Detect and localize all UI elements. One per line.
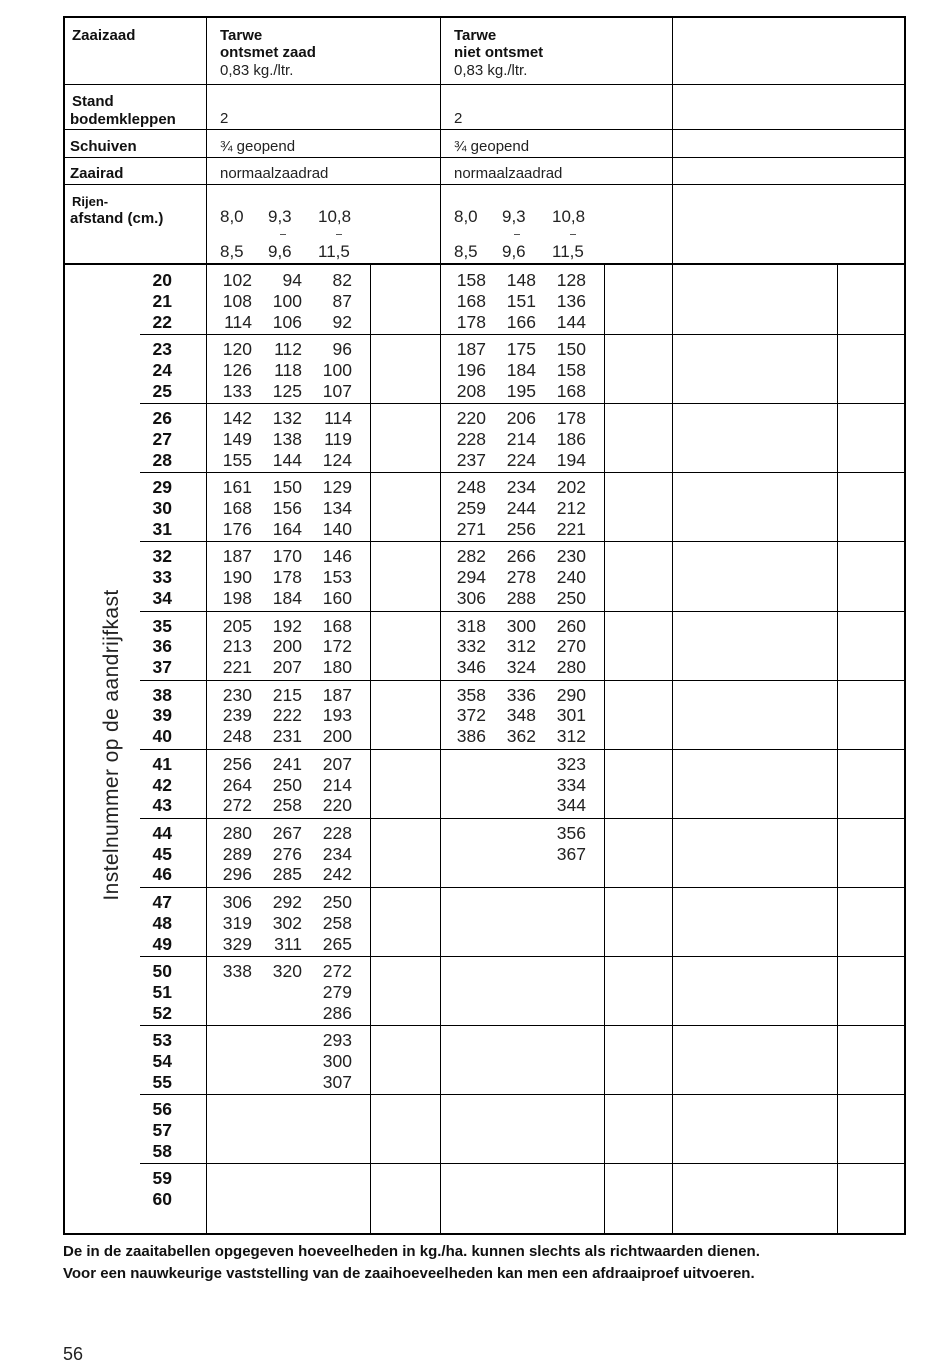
col1-rate-cell: 125: [272, 380, 302, 401]
col2-rate-cell: 228: [456, 429, 486, 449]
setting-number: 60: [152, 1189, 172, 1210]
setting-number: 55: [152, 1071, 172, 1092]
col2-rate-cell: 312: [556, 726, 586, 747]
col1-rate-cell: 292: [272, 891, 302, 912]
col2-rate-cell: 208: [456, 380, 486, 401]
col1-rate-cell: 129: [322, 477, 352, 498]
col1-rate-cell: 184: [272, 588, 302, 608]
col1-rate-cell: 150: [272, 477, 302, 498]
col1-rate-cell: 207: [272, 657, 302, 678]
col1-rate-cell: 248: [222, 726, 252, 747]
col2-rate-cell: 178: [456, 311, 486, 332]
setting-number: 26: [152, 408, 172, 429]
setting-number: 49: [152, 933, 172, 954]
col1-afstand-dash-2: [280, 234, 286, 235]
col1-rate-cell: 221: [222, 657, 252, 678]
col2-rate-cell: 128: [556, 270, 586, 290]
col2-afstand-bottom-3: 11,5: [552, 242, 584, 261]
stand-label-1: Stand: [72, 93, 114, 110]
col2-rate-cell: 323: [556, 753, 586, 774]
col1-rate-cell: 153: [322, 567, 352, 588]
col1-rate-cell: 96: [332, 339, 352, 360]
col2-schuiven: ¾ geopend: [454, 138, 530, 155]
col1-rate-cell: 193: [322, 705, 352, 726]
setting-number: 25: [152, 380, 172, 401]
setting-number: 50: [152, 961, 172, 981]
col1-rate-cell: 164: [272, 518, 302, 539]
col1-rate-cell: 302: [272, 912, 302, 933]
col1-zaairad: normaalzaadrad: [220, 165, 329, 182]
group-separator: [140, 472, 906, 473]
col1-rate-cell: 142: [222, 408, 252, 429]
col1-rate-cell: 187: [222, 546, 252, 567]
col1-rate-cell: 319: [222, 912, 252, 933]
col2-rate-cell: 282: [456, 546, 486, 567]
col2-rate-cell: 144: [556, 311, 586, 332]
col2-rate-cell: 290: [556, 684, 586, 705]
col1-rate-cell: 114: [324, 408, 352, 429]
setting-number: 43: [152, 795, 172, 816]
setting-number: 27: [152, 429, 172, 449]
col1-rate-cell: 234: [322, 843, 352, 864]
col2-rate-cell: 244: [506, 498, 536, 519]
col1-rate-cell: 155: [222, 449, 252, 470]
col1-rate-cell: 161: [222, 477, 252, 498]
col1-rate-cell: 102: [222, 270, 252, 290]
col1-afstand-bottom-2: 9,6: [268, 242, 292, 261]
col2-rate-cell: 336: [506, 684, 536, 705]
setting-number: 37: [152, 657, 172, 678]
col1-afstand-top-2: 9,3: [268, 207, 292, 226]
col1-rate-cell: 258: [322, 912, 352, 933]
col2-rate-cell: 270: [556, 636, 586, 657]
col1-rate-cell: 119: [324, 429, 352, 449]
setting-number: 57: [152, 1120, 172, 1140]
group-separator: [140, 956, 906, 957]
col1-rate-cell: 222: [272, 705, 302, 726]
setting-number: 30: [152, 498, 172, 519]
col2-rate-cell: 346: [456, 657, 486, 678]
col1-rate-cell: 289: [222, 843, 252, 864]
group-separator: [140, 1094, 906, 1095]
col1-rate-cell: 286: [322, 1002, 352, 1023]
col2-afstand-top-3: 10,8: [552, 207, 586, 226]
col1-rate-cell: 220: [322, 795, 352, 816]
col1-rate-cell: 307: [322, 1071, 352, 1092]
col1-rate-cell: 231: [272, 726, 302, 747]
col2-rate-cell: 168: [456, 290, 486, 311]
setting-number: 48: [152, 912, 172, 933]
col1-rate-cell: 338: [222, 961, 252, 981]
col1-rate-cell: 200: [322, 726, 352, 747]
setting-number: 23: [152, 339, 172, 360]
setting-number: 56: [152, 1099, 172, 1120]
col1-rate-cell: 160: [322, 588, 352, 608]
setting-number: 36: [152, 636, 172, 657]
setting-number: 39: [152, 705, 172, 726]
footnote: [63, 1241, 760, 1285]
col2-rate-cell: 148: [506, 270, 536, 290]
footnote-line-2: Voor een nauwkeurige vaststelling van de zaaihoeveelheden kan men een afdraaiproef uitvoeren.: [63, 1265, 755, 1282]
col1-rate-cell: 172: [322, 636, 352, 657]
col1-rate-cell: 100: [272, 290, 302, 311]
col1-title-2: ontsmet zaad: [220, 44, 316, 61]
col2-rate-cell: 221: [556, 518, 586, 539]
col1-rate-cell: 192: [272, 615, 302, 636]
col1-rate-cell: 112: [274, 339, 302, 360]
setting-number: 32: [152, 546, 172, 567]
col1-rate-cell: 285: [272, 864, 302, 885]
col1-rate-cell: 293: [322, 1030, 352, 1051]
col2-rate-cell: 266: [506, 546, 536, 567]
col2-rate-cell: 372: [456, 705, 486, 726]
setting-number: 31: [152, 518, 172, 539]
col1-rate-cell: 138: [272, 429, 302, 449]
col1-rate-cell: 198: [222, 588, 252, 608]
col2-rate-cell: 158: [456, 270, 486, 290]
col1-rate-cell: 213: [222, 636, 252, 657]
col2-rate-cell: 306: [456, 588, 486, 608]
setting-number: 42: [152, 774, 172, 795]
col2-rate-cell: 259: [456, 498, 486, 519]
col2-rate-cell: 224: [506, 449, 536, 470]
setting-number: 52: [152, 1002, 172, 1023]
col1-title-1: Tarwe: [220, 27, 263, 44]
col2-rate-cell: 220: [456, 408, 486, 429]
col1-rate-cell: 264: [222, 774, 252, 795]
col1-rate-cell: 200: [272, 636, 302, 657]
col2-rate-cell: 278: [506, 567, 536, 588]
col1-rate-cell: 94: [282, 270, 302, 290]
col1-rate-cell: 132: [272, 408, 302, 429]
col1-rate-cell: 272: [222, 795, 252, 816]
col2-rate-cell: 367: [556, 843, 586, 864]
col1-afstand-top-1: 8,0: [220, 207, 244, 226]
group-separator: [140, 334, 906, 335]
col2-rate-cell: 206: [506, 408, 536, 429]
col2-rate-cell: 196: [456, 359, 486, 380]
col2-stand: 2: [454, 110, 463, 127]
col1-rate-cell: 296: [222, 864, 252, 885]
col1-rate-cell: 82: [332, 270, 352, 290]
col2-rate-cell: 168: [556, 380, 586, 401]
col2-rate-cell: 234: [506, 477, 536, 498]
col2-rate-cell: 248: [456, 477, 486, 498]
zaaizaad-label: Zaaizaad: [72, 27, 136, 44]
col1-rate-cell: 205: [222, 615, 252, 636]
col2-rate-cell: 318: [456, 615, 486, 636]
col2-rate-cell: 348: [506, 705, 536, 726]
col1-afstand-dash-3: [336, 234, 342, 235]
col2-rate-cell: 178: [556, 408, 586, 429]
col1-rate-cell: 207: [322, 753, 352, 774]
setting-number: 35: [152, 615, 172, 636]
col1-rate-cell: 149: [222, 429, 252, 449]
group-separator: [140, 680, 906, 681]
group-separator: [140, 541, 906, 542]
setting-number: 21: [152, 290, 172, 311]
col1-rate-cell: 178: [272, 567, 302, 588]
col1-rate-cell: 156: [272, 498, 302, 519]
col2-rate-cell: 288: [506, 588, 536, 608]
afstand-label-2: afstand (cm.): [70, 210, 164, 227]
col2-afstand-top-1: 8,0: [454, 207, 478, 226]
col1-rate-cell: 265: [322, 933, 352, 954]
col1-afstand-top-3: 10,8: [318, 207, 352, 226]
col2-rate-cell: 166: [506, 311, 536, 332]
col1-rate-cell: 187: [322, 684, 352, 705]
col1-rate-cell: 280: [222, 822, 252, 843]
col1-rate-cell: 168: [222, 498, 252, 519]
col2-rate-cell: 294: [456, 567, 486, 588]
group-separator: [140, 749, 906, 750]
col1-rate-cell: 230: [222, 684, 252, 705]
col1-rate-cell: 146: [322, 546, 352, 567]
col1-rate-cell: 134: [322, 498, 352, 519]
col1-rate-cell: 267: [272, 822, 302, 843]
setting-number: 59: [152, 1168, 172, 1189]
col2-density: 0,83 kg./ltr.: [454, 62, 528, 79]
footnote-line-1: De in de zaaitabellen opgegeven hoeveelheden in kg./ha. kunnen slechts als richtwaarden dienen.: [63, 1243, 760, 1260]
group-separator: [140, 818, 906, 819]
col1-rate-cell: 300: [322, 1050, 352, 1071]
col2-rate-cell: 158: [556, 359, 586, 380]
sidebar-label: Instelnummer op de aandrijfkast: [100, 589, 123, 901]
col1-rate-cell: 329: [222, 933, 252, 954]
col1-rate-cell: 241: [272, 753, 302, 774]
col1-rate-cell: 92: [332, 311, 352, 332]
col1-rate-cell: 242: [322, 864, 352, 885]
col2-rate-cell: 250: [556, 588, 586, 608]
col2-rate-cell: 187: [456, 339, 486, 360]
col1-rate-cell: 250: [272, 774, 302, 795]
col1-rate-cell: 258: [272, 795, 302, 816]
zaairad-label: Zaairad: [70, 165, 124, 182]
col2-rate-cell: 301: [556, 705, 586, 726]
col2-rate-cell: 195: [506, 380, 536, 401]
stand-label-2: bodemkleppen: [70, 111, 176, 128]
col2-rate-cell: 151: [506, 290, 536, 311]
col2-afstand-dash-2: [514, 234, 520, 235]
setting-number: 22: [152, 311, 172, 332]
col2-rate-cell: 150: [556, 339, 586, 360]
setting-number: 20: [152, 270, 172, 290]
col1-rate-cell: 272: [322, 961, 352, 981]
col2-rate-cell: 260: [556, 615, 586, 636]
col1-schuiven: ¾ geopend: [220, 138, 296, 155]
col1-rate-cell: 256: [222, 753, 252, 774]
group-separator: [140, 403, 906, 404]
col1-rate-cell: 180: [322, 657, 352, 678]
col2-rate-cell: 237: [456, 449, 486, 470]
col2-rate-cell: 186: [556, 429, 586, 449]
group-separator: [140, 1163, 906, 1164]
col2-rate-cell: 230: [556, 546, 586, 567]
col2-rate-cell: 271: [456, 518, 486, 539]
setting-number: 34: [152, 588, 172, 608]
col2-title-1: Tarwe: [454, 27, 497, 44]
setting-number: 54: [152, 1050, 172, 1071]
col2-afstand-bottom-1: 8,5: [454, 242, 478, 261]
col2-rate-cell: 324: [506, 657, 536, 678]
schuiven-label: Schuiven: [70, 138, 137, 155]
setting-number: 45: [152, 843, 172, 864]
group-separator: [140, 887, 906, 888]
col1-afstand-bottom-3: 11,5: [318, 242, 350, 261]
col1-rate-cell: 87: [332, 290, 352, 311]
setting-number: 44: [152, 822, 172, 843]
col2-rate-cell: 386: [456, 726, 486, 747]
col2-title-2: niet ontsmet: [454, 44, 544, 61]
col1-density: 0,83 kg./ltr.: [220, 62, 294, 79]
col2-rate-cell: 194: [556, 449, 586, 470]
col2-afstand-bottom-2: 9,6: [502, 242, 526, 261]
setting-number: 51: [152, 981, 172, 1002]
col1-rate-cell: 114: [224, 311, 252, 332]
setting-number: 33: [152, 567, 172, 588]
setting-number: 58: [152, 1140, 172, 1161]
col1-rate-cell: 106: [272, 311, 302, 332]
col1-rate-cell: 124: [322, 449, 352, 470]
col2-rate-cell: 312: [506, 636, 536, 657]
col1-rate-cell: 215: [272, 684, 302, 705]
col2-rate-cell: 202: [556, 477, 586, 498]
afstand-label-1: Rijen-: [72, 194, 109, 209]
col2-rate-cell: 334: [556, 774, 586, 795]
col2-rate-cell: 240: [556, 567, 586, 588]
col2-rate-cell: 344: [556, 795, 586, 816]
col2-rate-cell: 300: [506, 615, 536, 636]
col1-rate-cell: 190: [222, 567, 252, 588]
col1-rate-cell: 133: [222, 380, 252, 401]
col2-afstand-top-2: 9,3: [502, 207, 526, 226]
col1-rate-cell: 311: [274, 933, 302, 954]
col2-rate-cell: 175: [506, 339, 536, 360]
col1-rate-cell: 279: [322, 981, 352, 1002]
col1-rate-cell: 118: [274, 359, 302, 380]
col2-rate-cell: 136: [556, 290, 586, 311]
col2-zaairad: normaalzaadrad: [454, 165, 563, 182]
setting-number: 28: [152, 449, 172, 470]
col1-rate-cell: 168: [322, 615, 352, 636]
setting-number: 47: [152, 891, 172, 912]
setting-number: 40: [152, 726, 172, 747]
col1-rate-cell: 176: [222, 518, 252, 539]
col2-rate-cell: 212: [556, 498, 586, 519]
setting-number: 38: [152, 684, 172, 705]
setting-number: 24: [152, 359, 172, 380]
col1-afstand-bottom-1: 8,5: [220, 242, 244, 261]
col1-rate-cell: 239: [222, 705, 252, 726]
col1-rate-cell: 306: [222, 891, 252, 912]
group-separator: [140, 611, 906, 612]
col1-rate-cell: 250: [322, 891, 352, 912]
col2-afstand-dash-3: [570, 234, 576, 235]
setting-number: 53: [152, 1030, 172, 1051]
col1-rate-cell: 140: [322, 518, 352, 539]
col1-rate-cell: 170: [272, 546, 302, 567]
col1-stand: 2: [220, 110, 229, 127]
col2-rate-cell: 280: [556, 657, 586, 678]
col1-rate-cell: 214: [322, 774, 352, 795]
setting-number: 29: [152, 477, 172, 498]
col1-rate-cell: 100: [322, 359, 352, 380]
group-separator: [140, 1025, 906, 1026]
col1-rate-cell: 108: [222, 290, 252, 311]
col2-rate-cell: 358: [456, 684, 486, 705]
col2-rate-cell: 356: [556, 822, 586, 843]
col1-rate-cell: 276: [272, 843, 302, 864]
col1-rate-cell: 120: [222, 339, 252, 360]
col1-rate-cell: 126: [222, 359, 252, 380]
setting-number: 46: [152, 864, 172, 885]
setting-number: 41: [152, 753, 172, 774]
col1-rate-cell: 107: [322, 380, 352, 401]
col2-rate-cell: 362: [506, 726, 536, 747]
col1-rate-cell: 320: [272, 961, 302, 981]
col2-rate-cell: 332: [456, 636, 486, 657]
col2-rate-cell: 256: [506, 518, 536, 539]
col2-rate-cell: 214: [506, 429, 536, 449]
page-number: 56: [63, 1344, 84, 1364]
col1-rate-cell: 228: [322, 822, 352, 843]
col2-rate-cell: 184: [506, 359, 536, 380]
col1-rate-cell: 144: [272, 449, 302, 470]
